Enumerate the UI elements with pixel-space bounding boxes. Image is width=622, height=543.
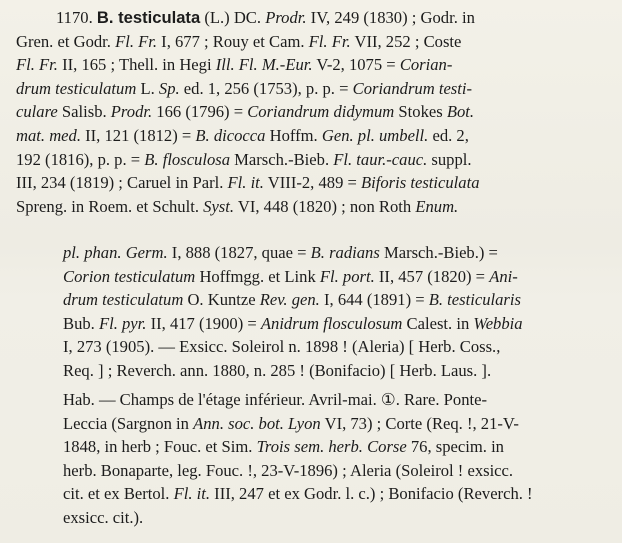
text-segment: VI, 448 (1820) ; non Roth bbox=[234, 196, 416, 216]
text-segment: B. dicocca bbox=[195, 125, 266, 145]
text-segment: II, 121 (1812) = bbox=[80, 125, 196, 145]
text-segment: Anidrum flosculosum bbox=[260, 313, 403, 333]
entry-line bbox=[16, 100, 608, 124]
text-segment: Marsch.-Bieb. bbox=[230, 149, 334, 169]
text-segment: Trois sem. herb. Corse bbox=[256, 437, 407, 457]
text-segment: exsicc. cit.). bbox=[63, 507, 144, 527]
text-segment: 76, specim. in bbox=[406, 437, 504, 457]
text-segment: Corion testiculatum bbox=[63, 266, 196, 286]
synonym-line bbox=[17, 288, 608, 312]
entry-line bbox=[16, 53, 608, 77]
text-segment: Webbia bbox=[473, 313, 523, 333]
text-segment: 166 (1796) = bbox=[152, 102, 248, 122]
habitat-line bbox=[17, 482, 608, 506]
text-segment: Gren. et Godr. bbox=[16, 31, 116, 51]
text-segment: drum testiculatum bbox=[63, 290, 184, 310]
text-segment: Fl. pyr. bbox=[98, 313, 147, 333]
text-segment: II, 417 (1900) = bbox=[146, 313, 261, 333]
synonyms-continuation bbox=[17, 241, 608, 383]
text-segment: III, 247 et ex Godr. l. c.) ; Bonifacio (Reverch. ! bbox=[210, 484, 533, 504]
text-segment: O. Kuntze bbox=[183, 290, 260, 310]
text-segment: Marsch.-Bieb.) = bbox=[379, 243, 498, 262]
text-segment: Coriandrum testi- bbox=[352, 78, 473, 98]
habitat-line bbox=[17, 388, 608, 412]
entry-first-line bbox=[16, 6, 608, 30]
text-segment: Spreng. in Roem. et Schult. bbox=[16, 196, 204, 216]
text-segment: B. flosculosa bbox=[144, 149, 231, 169]
text-segment: Bub. bbox=[63, 313, 99, 333]
habitat-line bbox=[17, 506, 608, 530]
text-segment: Stokes bbox=[394, 102, 447, 122]
text-segment: Sp. bbox=[158, 78, 180, 98]
text-segment: V-2, 1075 = bbox=[312, 55, 400, 75]
text-segment: Fl. it. bbox=[227, 173, 264, 193]
text-segment: Enum. bbox=[415, 196, 459, 216]
text-segment: Biforis testiculata bbox=[361, 173, 480, 193]
species-author: (L.) DC. bbox=[204, 8, 262, 27]
text-segment: I, 273 (1905). — Exsicc. Soleirol n. 1898 ! (Aleria) [ Herb. Coss., bbox=[63, 337, 501, 357]
exsiccatae-line bbox=[17, 335, 608, 359]
habitat-section bbox=[17, 388, 608, 530]
text-segment: Fl. Fr. bbox=[16, 55, 58, 75]
text-segment: Prodr. bbox=[265, 8, 307, 27]
text-segment: VI, 73) ; Corte (Req. !, 21-V- bbox=[320, 413, 519, 433]
text-segment: B. radians bbox=[310, 243, 380, 262]
exsiccatae-line bbox=[17, 359, 608, 383]
species-entry bbox=[16, 6, 608, 218]
text-segment: Salisb. bbox=[57, 102, 111, 122]
text-segment: culare bbox=[16, 102, 58, 122]
synonym-line bbox=[17, 241, 608, 265]
habitat-line bbox=[17, 435, 608, 459]
text-segment: Ani- bbox=[489, 266, 518, 286]
text-segment: 1848, in herb ; Fouc. et Sim. bbox=[63, 437, 257, 457]
text-segment: cit. et ex Bertol. bbox=[63, 484, 174, 504]
text-segment: Req. ] ; Reverch. ann. 1880, n. 285 ! (Bonifacio) [ Herb. Laus. ]. bbox=[63, 360, 492, 380]
text-segment: pl. phan. Germ. bbox=[63, 243, 168, 262]
habitat-line bbox=[17, 459, 608, 483]
text-segment: III, 234 (1819) ; Caruel in Parl. bbox=[16, 173, 228, 193]
text-segment: Fl. port. bbox=[319, 266, 375, 286]
entry-number: 1170. bbox=[56, 8, 93, 27]
text-segment: Fl. taur.-cauc. bbox=[333, 149, 428, 169]
text-segment: ed. 1, 256 (1753), p. p. = bbox=[179, 78, 353, 98]
text-segment: L. bbox=[136, 78, 159, 98]
text-segment: mat. med. bbox=[16, 125, 81, 145]
text-segment: IV, 249 (1830) ; Godr. in bbox=[306, 8, 475, 27]
text-segment: Hoffm. bbox=[265, 125, 322, 145]
entry-line bbox=[16, 124, 608, 148]
text-segment: Syst. bbox=[203, 196, 235, 216]
entry-line bbox=[16, 30, 608, 54]
text-segment: Calest. in bbox=[402, 313, 474, 333]
text-segment: Coriandrum didymum bbox=[247, 102, 395, 122]
text-segment: Hoffmgg. et Link bbox=[195, 266, 320, 286]
text-segment: II, 165 ; Thell. in Hegi bbox=[57, 55, 216, 75]
text-segment: Ann. soc. bot. Lyon bbox=[193, 413, 321, 433]
text-segment: Gen. pl. umbell. bbox=[321, 125, 429, 145]
text-segment: Prodr. bbox=[110, 102, 153, 122]
text-segment: Hab. — Champs de l'étage inférieur. Avril-mai. ①. Rare. Ponte- bbox=[63, 390, 487, 409]
text-segment: drum testiculatum bbox=[16, 78, 137, 98]
text-segment: ed. 2, bbox=[428, 125, 469, 145]
text-segment: Fl. Fr. bbox=[308, 31, 351, 51]
text-segment: VIII-2, 489 = bbox=[263, 173, 362, 193]
entry-line bbox=[16, 148, 608, 172]
text-segment: B. testicularis bbox=[428, 290, 521, 310]
species-name: B. testiculata bbox=[96, 8, 201, 27]
text-segment: Corian- bbox=[399, 55, 453, 75]
entry-line bbox=[16, 195, 608, 219]
text-segment: VII, 252 ; Coste bbox=[350, 31, 462, 51]
text-segment: I, 677 ; Rouy et Cam. bbox=[157, 31, 309, 51]
text-segment: II, 457 (1820) = bbox=[374, 266, 490, 286]
text-segment: Fl. it. bbox=[173, 484, 211, 504]
entry-line bbox=[16, 77, 608, 101]
synonym-line bbox=[17, 312, 608, 336]
text-segment: Rev. gen. bbox=[259, 290, 320, 310]
habitat-line bbox=[17, 412, 608, 436]
entry-line bbox=[16, 171, 608, 195]
text-segment: I, 888 (1827, quae = bbox=[167, 243, 311, 262]
text-segment: Leccia (Sargnon in bbox=[63, 413, 194, 433]
text-segment: Bot. bbox=[446, 102, 475, 122]
text-segment: suppl. bbox=[427, 149, 472, 169]
text-segment: I, 644 (1891) = bbox=[319, 290, 429, 310]
text-segment: 192 (1816), p. p. = bbox=[16, 149, 145, 169]
synonym-line bbox=[17, 265, 608, 289]
text-segment: herb. Bonaparte, leg. Fouc. !, 23-V-1896) ; Aleria (Soleirol ! exsicc. bbox=[63, 460, 514, 480]
text-segment: Fl. Fr. bbox=[115, 31, 158, 51]
text-segment: Ill. Fl. M.-Eur. bbox=[215, 55, 313, 75]
